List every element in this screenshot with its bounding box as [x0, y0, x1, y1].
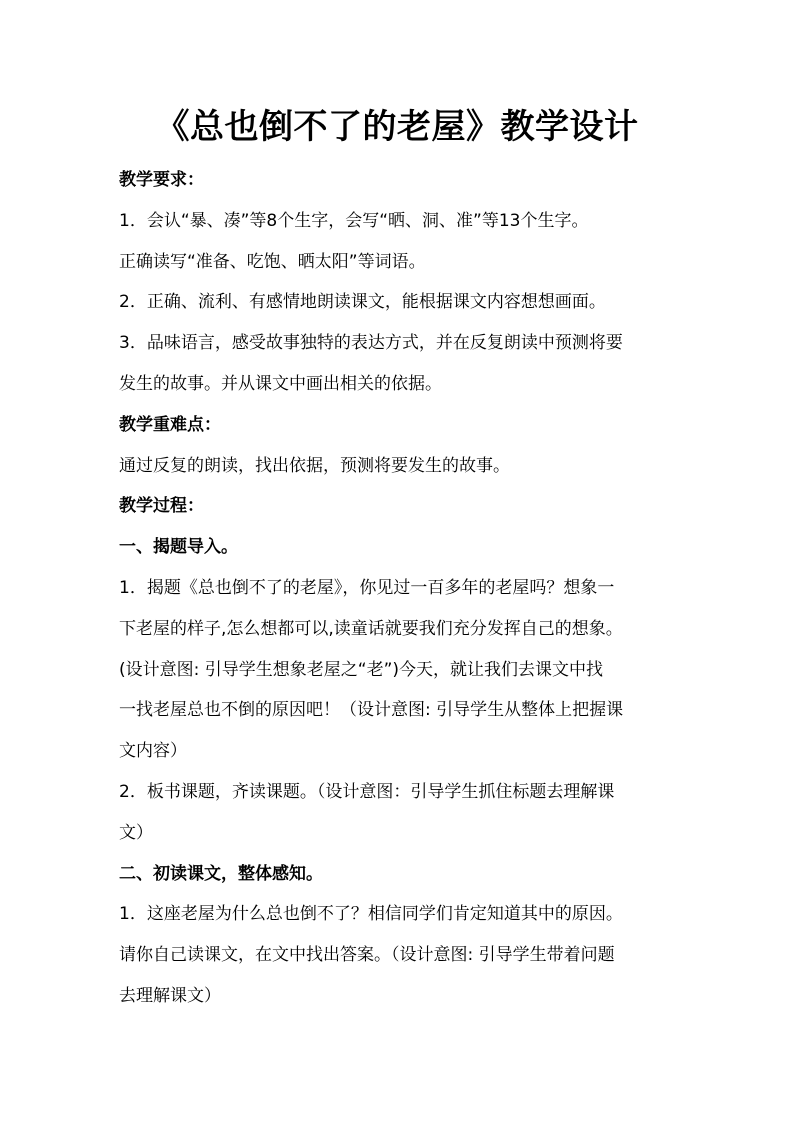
- paragraph-line: 文内容）: [119, 741, 187, 762]
- paragraph-line: 下老屋的样子,怎么想都可以,读童话就要我们充分发挥自己的想象。: [119, 618, 623, 639]
- paragraph-line: 1．这座老屋为什么总也倒不了？相信同学们肯定知道其中的原因。: [119, 904, 623, 925]
- paragraph-line: 2．板书课题，齐读课题。（设计意图：引导学生抓住标题去理解课: [119, 781, 615, 802]
- paragraph-line: 1．揭题《总也倒不了的老屋》，你见过一百多年的老屋吗？想象一: [119, 577, 615, 598]
- section-heading-key-points: 教学重难点：: [119, 414, 221, 435]
- subsection-heading-first-reading: 二、初读课文，整体感知。: [119, 863, 323, 884]
- paragraph-line: 请你自己读课文，在文中找出答案。（设计意图: 引导学生带着问题: [119, 945, 615, 966]
- section-heading-process: 教学过程：: [119, 496, 204, 517]
- paragraph-line: 发生的故事。并从课文中画出相关的依据。: [119, 373, 442, 394]
- section-heading-requirements: 教学要求：: [119, 170, 204, 190]
- paragraph-line: 1．会认“暴、凑”等8个生字，会写“晒、洞、准”等13个生字。: [119, 210, 589, 231]
- paragraph-line: (设计意图: 引导学生想象老屋之“老”)今天，就让我们去课文中找: [119, 659, 604, 680]
- paragraph-line: 文）: [119, 822, 153, 843]
- document-body: [119, 160, 684, 1017]
- paragraph-line: 一找老屋总也不倒的原因吧！（设计意图: 引导学生从整体上把握课: [119, 700, 624, 721]
- paragraph-line: 2．正确、流利、有感情地朗读课文，能根据课文内容想想画面。: [119, 292, 606, 313]
- paragraph-line: 去理解课文）: [119, 985, 221, 1006]
- document-title: 《总也倒不了的老屋》教学设计: [155, 107, 639, 147]
- subsection-heading-intro: 一、揭题导入。: [119, 537, 238, 558]
- paragraph-line: 3．品味语言，感受故事独特的表达方式，并在反复朗读中预测将要: [119, 333, 623, 354]
- paragraph-line: 正确读写“准备、吃饱、晒太阳”等词语。: [119, 251, 426, 272]
- paragraph-line: 通过反复的朗读，找出依据，预测将要发生的故事。: [119, 455, 510, 476]
